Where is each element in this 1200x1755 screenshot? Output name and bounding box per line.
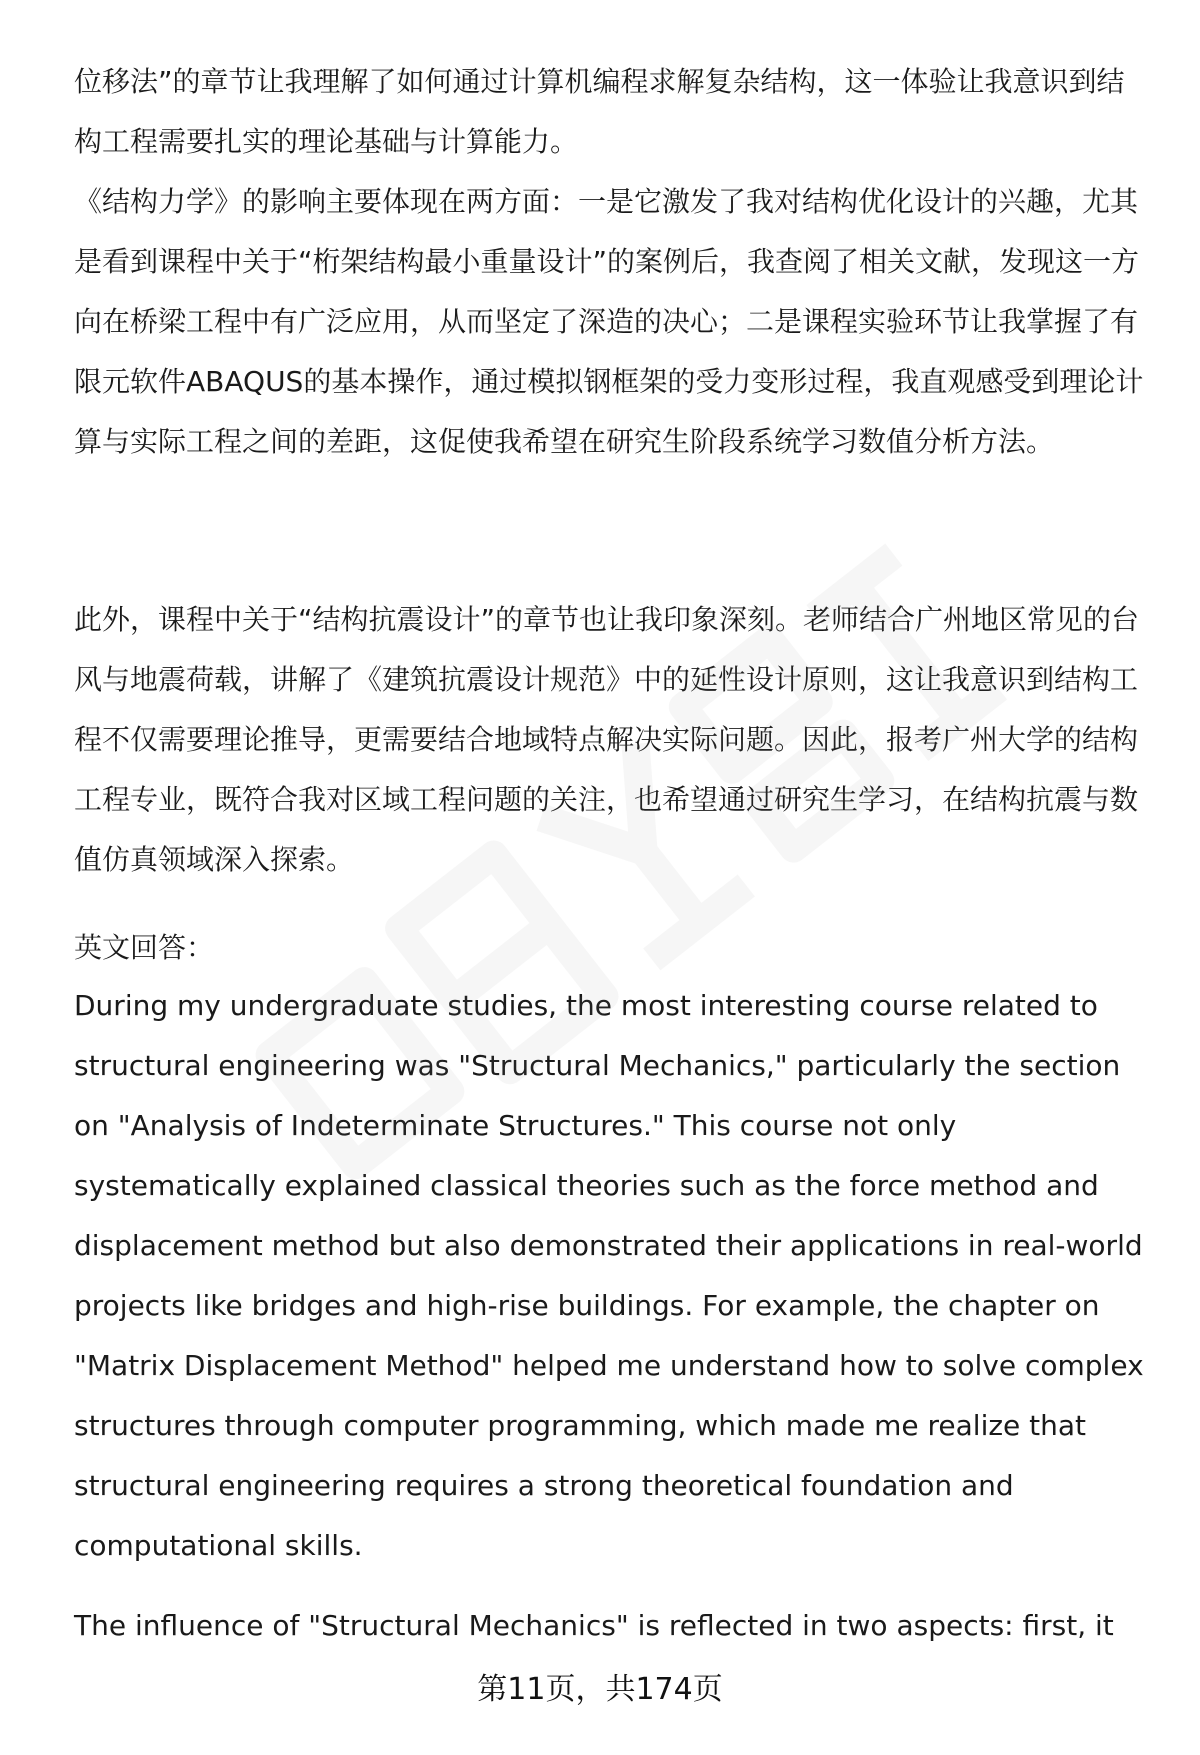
paragraph-chinese-2: 《结构力学》的影响主要体现在两方面：一是它激发了我对结构优化设计的兴趣，尤其是看到课程中关于“桁架结构最小重量设计”的案例后，我查阅了相关文献，发现这一方向在桥梁工程中有广泛应用，从而坚定了深造的决心；二是课程实验环节让我掌握了有限元软件ABAQUS的基本操作，通过模拟钢框架的受力变形过程，我直观感受到理论计算与实际工程之间的差距，这促使我希望在研究生阶段系统学习数值分析方法。 bbox=[74, 185, 1144, 458]
paragraph-chinese-3: 此外，课程中关于“结构抗震设计”的章节也让我印象深刻。老师结合广州地区常见的台风与地震荷载，讲解了《建筑抗震设计规范》中的延性设计原则，这让我意识到结构工程不仅需要理论推导，更需要结合地域特点解决实际问题。因此，报考广州大学的结构工程专业，既符合我对区域工程问题的关注，也希望通过研究生学习，在结构抗震与数值仿真领域深入探索。 bbox=[74, 603, 1140, 876]
paragraph-chinese-1: 位移法”的章节让我理解了如何通过计算机编程求解复杂结构，这一体验让我意识到结构工程需要扎实的理论基础与计算能力。 bbox=[74, 65, 1125, 158]
page-number-footer: 第11页，共174页 bbox=[477, 1672, 723, 1707]
paragraph-english-1: During my undergraduate studies, the most interesting course related to structural engineering was "Structural Mechanics," particularly the section on "Analysis of Indeterminate Structures." This course not only systematically explained classical theories such as the force method and displacement method but also demonstrated their applications in real-world projects like bridges and high-rise buildings. For example, the chapter on "Matrix Displacement Method" helped me understand how to solve complex structures through computer programming, which made me realize that structural engineering requires a strong theoretical foundation and computational skills. bbox=[74, 989, 1144, 1562]
paragraph-english-2: The influence of "Structural Mechanics" is reflected in two aspects: first, it bbox=[74, 1609, 1114, 1642]
english-answer-heading: 英文回答： bbox=[74, 931, 215, 964]
